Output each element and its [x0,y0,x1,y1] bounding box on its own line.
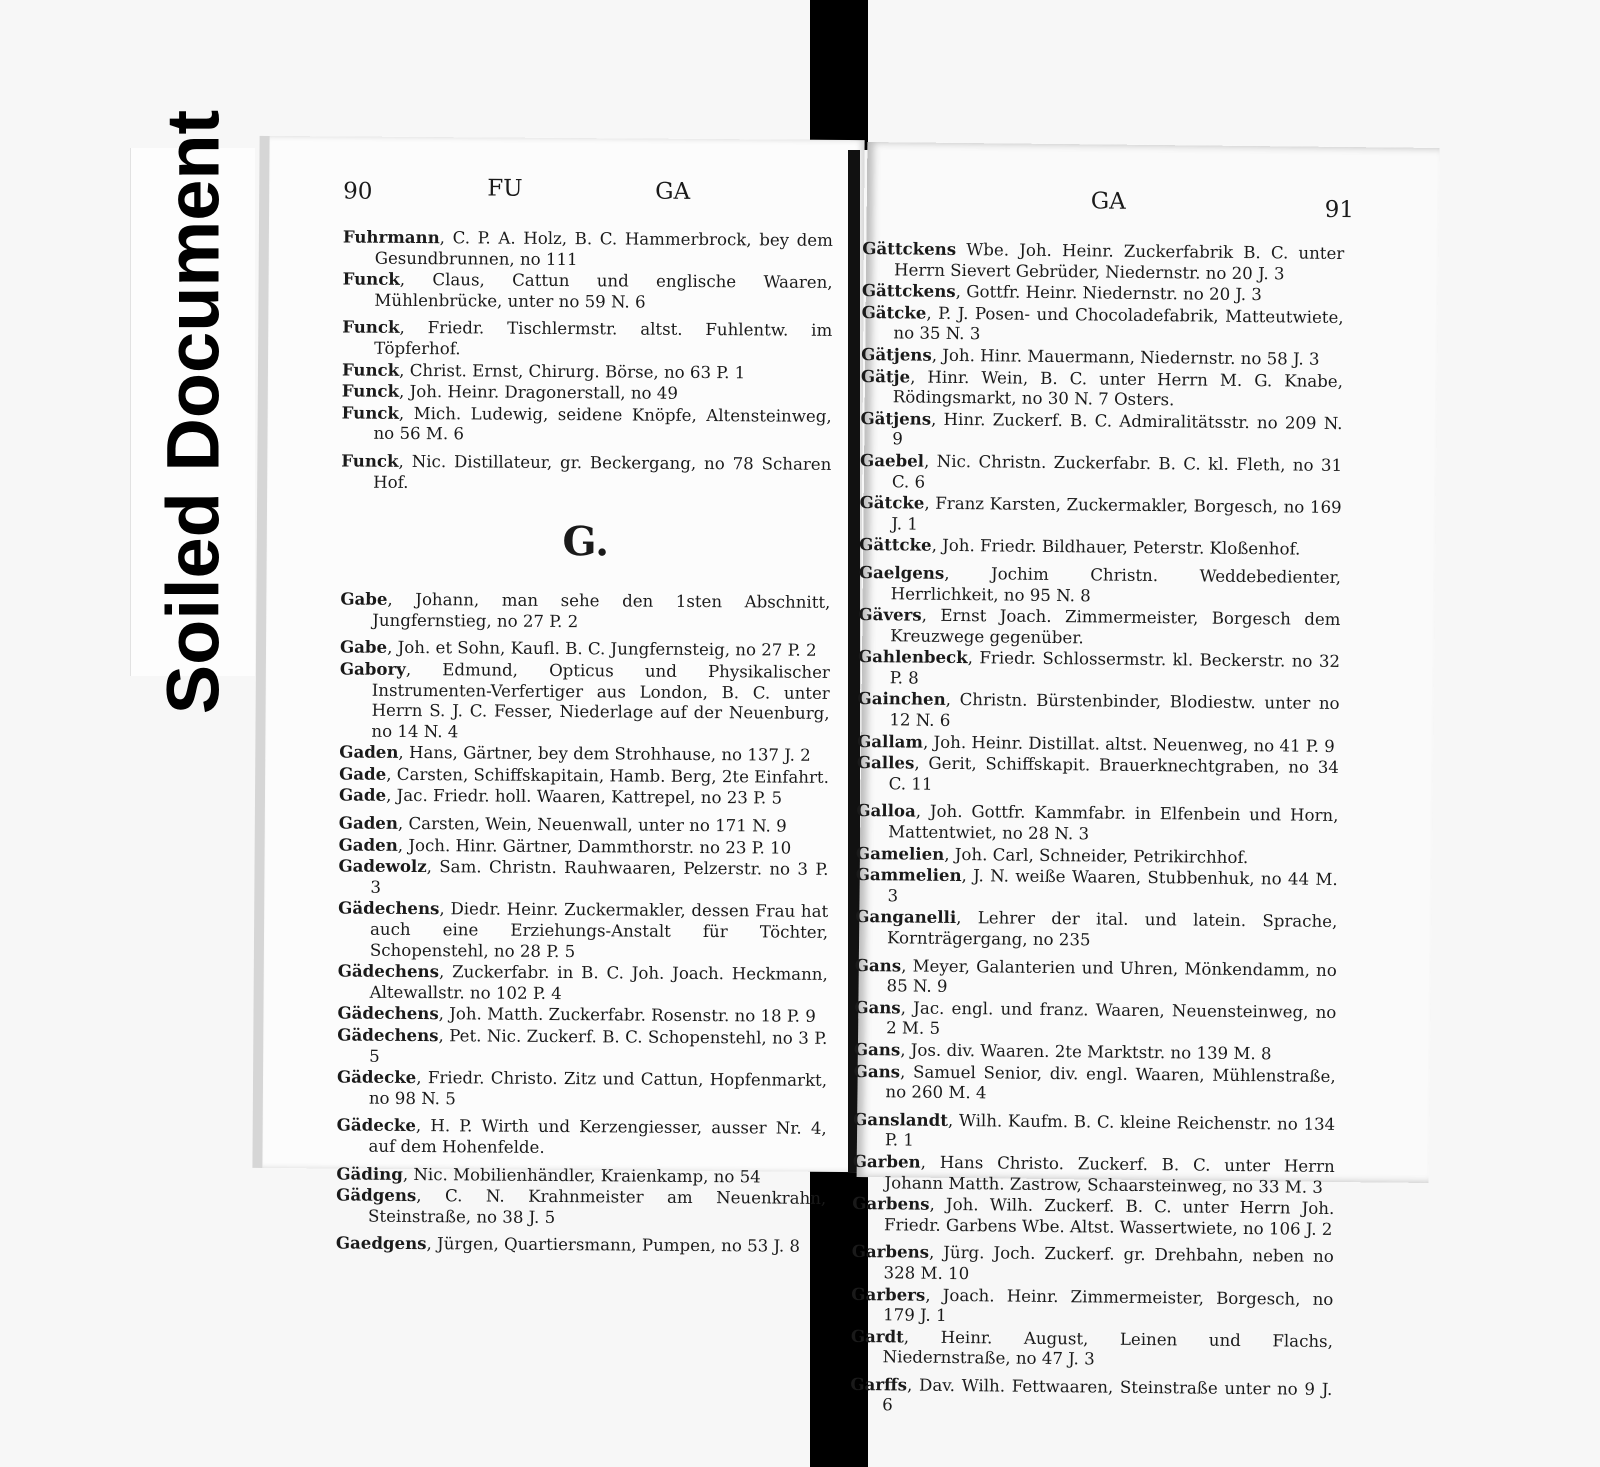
directory-entry [854,955,1336,1002]
directory-entry [855,906,1337,953]
entry-text: , Nic. Mobilienhändler, Kraienkamp, no 54 [402,1164,761,1186]
directory-entry [853,1109,1335,1156]
directory-entry [338,856,828,902]
directory-entry [339,813,829,838]
entry-name: Gädechens [338,897,440,919]
entry-name: Gahlenbeck [857,646,968,668]
directory-entry [857,752,1339,799]
section-letter-g: G. [562,518,610,566]
entry-name: Funck [341,402,399,423]
entry-name: Gabe [340,588,388,609]
entry-text: , Jos. div. Waaren. 2te Marktstr. no 139 M. 8 [900,1040,1272,1064]
directory-entry [855,864,1337,911]
entry-text: , H. P. Wirth und Kerzengiesser, ausser Nr. 4, auf dem Hohenfelde. [368,1116,827,1157]
entry-name: Gaden [338,812,399,833]
entry-text: Wbe. Joh. Heinr. Zuckerfabrik B. C. unter Herrn Sievert Gebrüder, Niedernstr. no 20 J. 3 [894,239,1345,284]
entry-text: , Samuel Senior, div. engl. Waaren, Mühlenstraße, no 260 M. 4 [885,1061,1336,1103]
entry-name: Gätcke [861,301,927,323]
directory-entry [341,450,831,496]
directory-entry [860,408,1342,455]
directory-entry [859,534,1341,561]
entry-text: , Carsten, Schiffskapitain, Hamb. Berg, 2te Einfahrt. [386,764,829,787]
directory-entry [861,366,1343,413]
directory-entry [338,961,828,1007]
left-page-number: 90 [343,178,373,205]
directory-entry [851,1283,1333,1330]
entry-text: , Edmund, Opticus und Physikalischer Instrumenten-Verfertiger aus London, B. C. unter Herrn S. J. C. Fesser, Niederlage auf der Neuenburg, no 14 N. 4 [371,659,830,741]
entry-name: Funck [341,450,399,471]
entry-name: Gätje [860,365,911,387]
entry-text: , Nic. Christn. Zuckerfabr. B. C. kl. Fleth, no 31 C. 6 [891,451,1343,492]
entry-text: , Lehrer der ital. und latein. Sprache, Kornträgergang, no 235 [887,908,1338,950]
entry-text: , Christ. Ernst, Chirurg. Börse, no 63 P. 1 [399,360,746,382]
entry-name: Gardt [850,1325,904,1347]
entry-name: Gabory [339,658,406,679]
entry-name: Ganganelli [855,906,957,928]
entry-name: Gädecke [336,1114,417,1136]
entries-after-section [336,589,831,1258]
entry-name: Gainchen [857,688,946,710]
directory-entry [339,658,830,745]
left-entries [336,226,833,1257]
directory-entry [341,402,831,448]
left-page [252,136,864,1257]
entry-name: Gade [339,763,387,784]
entry-text: , Joh. Heinr. Dragonerstall, no 49 [398,382,678,403]
entry-text: , J. N. weiße Waaren, Stubbenhuk, no 44 M. 3 [887,866,1338,906]
right-page-number: 91 [1324,196,1355,224]
directory-entry [854,997,1336,1044]
right-running-head-ga: GA [1090,188,1126,215]
entry-name: Gabe [339,636,388,658]
entry-text: , Sam. Christn. Rauhwaaren, Pelzerstr. no 3 P. 3 [370,857,829,897]
entry-text: , Joh. et Sohn, Kaufl. B. C. Jungfernsteig, no 27 P. 2 [387,638,817,661]
directory-entry [861,302,1343,349]
entry-name: Gallam [857,730,924,752]
directory-entry [336,1115,826,1161]
entry-name: Gans [853,1060,901,1081]
entry-name: Gaden [338,834,398,855]
entry-name: Garbens [851,1241,930,1263]
entry-name: Galles [856,752,915,773]
entry-text: , Jac. Friedr. holl. Waaren, Kattrepel, no 23 P. 5 [386,786,783,809]
entry-name: Gädechens [337,1002,439,1024]
entry-name: Gättcke [859,534,932,556]
entry-text: , Mich. Ludewig, seidene Knöpfe, Altensteinweg, no 56 M. 6 [373,403,832,444]
entry-text: , Hinr. Zuckerf. B. C. Admiralitätsstr. no 209 N. 9 [892,409,1343,449]
left-running-head-ga: GA [655,178,691,205]
entry-text: , Jac. engl. und franz. Waaren, Neuensteinweg, no 2 M. 5 [886,998,1337,1039]
entry-text: , Ernst Joach. Zimmermeister, Borgesch dem Kreuzwege gegenüber. [890,605,1341,648]
entry-text: , Joh. Matth. Zuckerfabr. Rosenstr. no 18 P. 9 [438,1004,816,1027]
entry-name: Gamelien [855,842,945,864]
entries-before-section [341,226,833,496]
entry-text: , Friedr. Tischlermstr. altst. Fuhlentw. im Töpferhof. [374,318,833,359]
entry-text: , Claus, Cattun und englische Waaren, Mühlenbrücke, unter no 59 N. 6 [374,270,833,312]
entry-text: , C. N. Krahnmeister am Neuenkrahn, Steinstraße, no 38 J. 5 [368,1186,827,1227]
entry-name: Ganslandt [853,1108,949,1130]
directory-entry [858,646,1340,693]
entry-name: Gätjens [861,343,932,365]
right-page [850,142,1440,1415]
entry-text: , Heinr. August, Leinen und Flachs, Niedernstraße, no 47 J. 3 [882,1327,1334,1369]
directory-entry [337,1067,827,1113]
directory-entry [338,898,828,964]
entry-name: Gävers [858,604,922,625]
binding-spine-top [810,0,868,150]
entry-text: , Gerit, Schiffskapit. Brauerknechtgraben, no 34 C. 11 [888,753,1340,794]
entry-name: Gätjens [860,407,932,429]
entry-name: Gättckens [861,280,956,302]
entry-text: , Johann, man sehe den 1sten Abschnitt, Jungfernstieg, no 27 P. 2 [372,589,831,631]
stamp-text: Soiled Document [151,109,235,715]
entry-name: Gaelgens [858,561,945,583]
entry-name: Gädechens [337,1024,439,1046]
directory-entry [342,381,832,406]
entry-name: Garbers [851,1283,926,1305]
entry-name: Gädechens [337,960,440,982]
entry-text: , Jochim Christn. Weddebedienter, Herrlichkeit, no 95 N. 8 [890,563,1342,605]
entry-text: , P. J. Posen- und Chocoladefabrik, Matteutwiete, no 35 N. 3 [893,303,1344,344]
entry-name: Gätcke [859,492,925,513]
entry-text: , Friedr. Schlossermstr. kl. Beckerstr. no 32 P. 8 [889,648,1341,688]
directory-entry [851,1241,1333,1288]
directory-entry [342,317,832,363]
directory-entry [340,589,830,635]
entry-name: Gade [338,784,387,806]
directory-entry [336,1233,826,1258]
entry-name: Funck [341,359,400,380]
entry-name: Gans [854,996,901,1018]
directory-entry [852,1193,1334,1240]
entry-text: , Nic. Distillateur, gr. Beckergang, no 78 Scharen Hof. [373,451,832,492]
entry-text: , Meyer, Galanterien und Uhren, Mönkendamm, no 85 N. 9 [886,956,1337,997]
entry-text: , Dav. Wilh. Fettwaaren, Steinstraße unter no 9 J. 6 [882,1375,1333,1415]
entry-text: , Joh. Carl, Schneider, Petrikirchhof. [944,844,1249,867]
directory-entry [336,1185,826,1231]
entry-name: Gadewolz [338,855,427,877]
right-entries [850,238,1344,1421]
entry-name: Gaden [339,741,399,763]
entry-text: , Zuckerfabr. in B. C. Joh. Joach. Heckmann, Altewallstr. no 102 P. 4 [369,962,828,1003]
left-running-head-fu: FU [487,175,523,202]
entry-text: , Hinr. Wein, B. C. unter Herrn M. G. Knabe, Rödingsmarkt, no 30 N. 7 Osters. [892,367,1344,410]
entry-text: , Wilh. Kaufm. B. C. kleine Reichenstr. no 134 P. 1 [884,1110,1336,1150]
entry-name: Gans [853,1038,901,1060]
entry-name: Garbens [852,1193,930,1214]
directory-entry [851,1326,1333,1373]
entry-text: , Franz Karsten, Zuckermakler, Borgesch, no 169 J. 1 [891,493,1342,534]
directory-entry [859,562,1341,609]
directory-entry [852,1151,1334,1198]
entry-name: Funck [342,316,400,338]
directory-entry [856,800,1338,847]
directory-entry [343,226,833,272]
entry-text: , Friedr. Christo. Zitz und Cattun, Hopfenmarkt, no 98 N. 5 [368,1068,828,1109]
entry-text: , Joh. Heinr. Distillat. altst. Neuenweg, no 41 P. 9 [922,732,1335,756]
entry-name: Gädgens [336,1184,417,1206]
entry-name: Garffs [850,1373,908,1395]
entry-name: Gans [854,954,902,976]
entry-text: , Carsten, Wein, Neuenwall, unter no 171 N. 9 [397,813,787,836]
directory-entry [337,1024,827,1070]
directory-entry [858,604,1340,651]
entry-name: Gammelien [855,864,962,886]
entry-text: , Joh. Hinr. Mauermann, Niedernstr. no 58 J. 3 [931,345,1320,369]
entry-text: , Joh. Friedr. Bildhauer, Peterstr. Kloßenhof. [931,536,1301,559]
entry-text: , C. P. A. Holz, B. C. Hammerbrock, bey dem Gesundbrunnen, no 111 [374,228,833,269]
directory-entry [339,785,829,810]
entry-name: Gäding [336,1163,403,1184]
entry-text: , Diedr. Heinr. Zuckermakler, dessen Frau hat auch eine Erziehungs-Anstalt für Töchter, Schopenstehl, no 28 P. 5 [369,899,829,961]
entry-text: , Hans Christo. Zuckerf. B. C. unter Herrn Johann Matth. Zastrow, Schaarsteinweg, no 33 M. 3 [884,1152,1335,1197]
directory-entry [859,492,1341,539]
directory-entry [862,238,1344,285]
entry-name: Gaebel [860,449,925,471]
directory-entry [853,1061,1335,1108]
entry-name: Galloa [856,800,916,822]
directory-entry [342,269,832,315]
entry-name: Gaedgens [335,1232,427,1254]
entry-text: , Jürg. Joch. Zuckerf. gr. Drehbahn, neben no 328 M. 10 [883,1243,1334,1284]
entry-name: Gättckens [862,237,957,259]
entry-name: Funck [341,380,400,402]
directory-entry [860,450,1342,497]
entry-text: , Pet. Nic. Zuckerf. B. C. Schopenstehl, no 3 P. 5 [369,1026,828,1066]
entry-text: , Joh. Gottfr. Kammfabr. in Elfenbein und Horn, Mattentwiet, no 28 N. 3 [888,802,1339,844]
entry-text: , Joh. Wilh. Zuckerf. B. C. unter Herrn Joh. Friedr. Garbens Wbe. Altst. Wassertwiete, no 106 J. 2 [884,1194,1335,1239]
soiled-document-stamp [130,109,255,715]
entry-text: , Joach. Heinr. Zimmermeister, Borgesch, no 179 J. 1 [883,1285,1334,1326]
entry-text: , Christn. Bürstenbinder, Blodiestw. unter no 12 N. 6 [889,690,1340,730]
right-entry-list [850,238,1344,1421]
entry-text: , Joch. Hinr. Gärtner, Dammthorstr. no 23 P. 10 [397,835,792,858]
entry-name: Fuhrmann [342,226,440,248]
entry-name: Funck [342,268,400,290]
directory-entry [850,1374,1332,1421]
entry-name: Gädecke [336,1066,417,1088]
entry-text: , Hans, Gärtner, bey dem Strohhause, no 137 J. 2 [398,743,811,766]
directory-entry [857,688,1339,735]
entry-text: , Jürgen, Quartiersmann, Pumpen, no 53 J. 8 [426,1234,801,1257]
entry-text: , Gottfr. Heinr. Niedernstr. no 20 J. 3 [955,282,1263,305]
entry-name: Garben [852,1150,921,1172]
